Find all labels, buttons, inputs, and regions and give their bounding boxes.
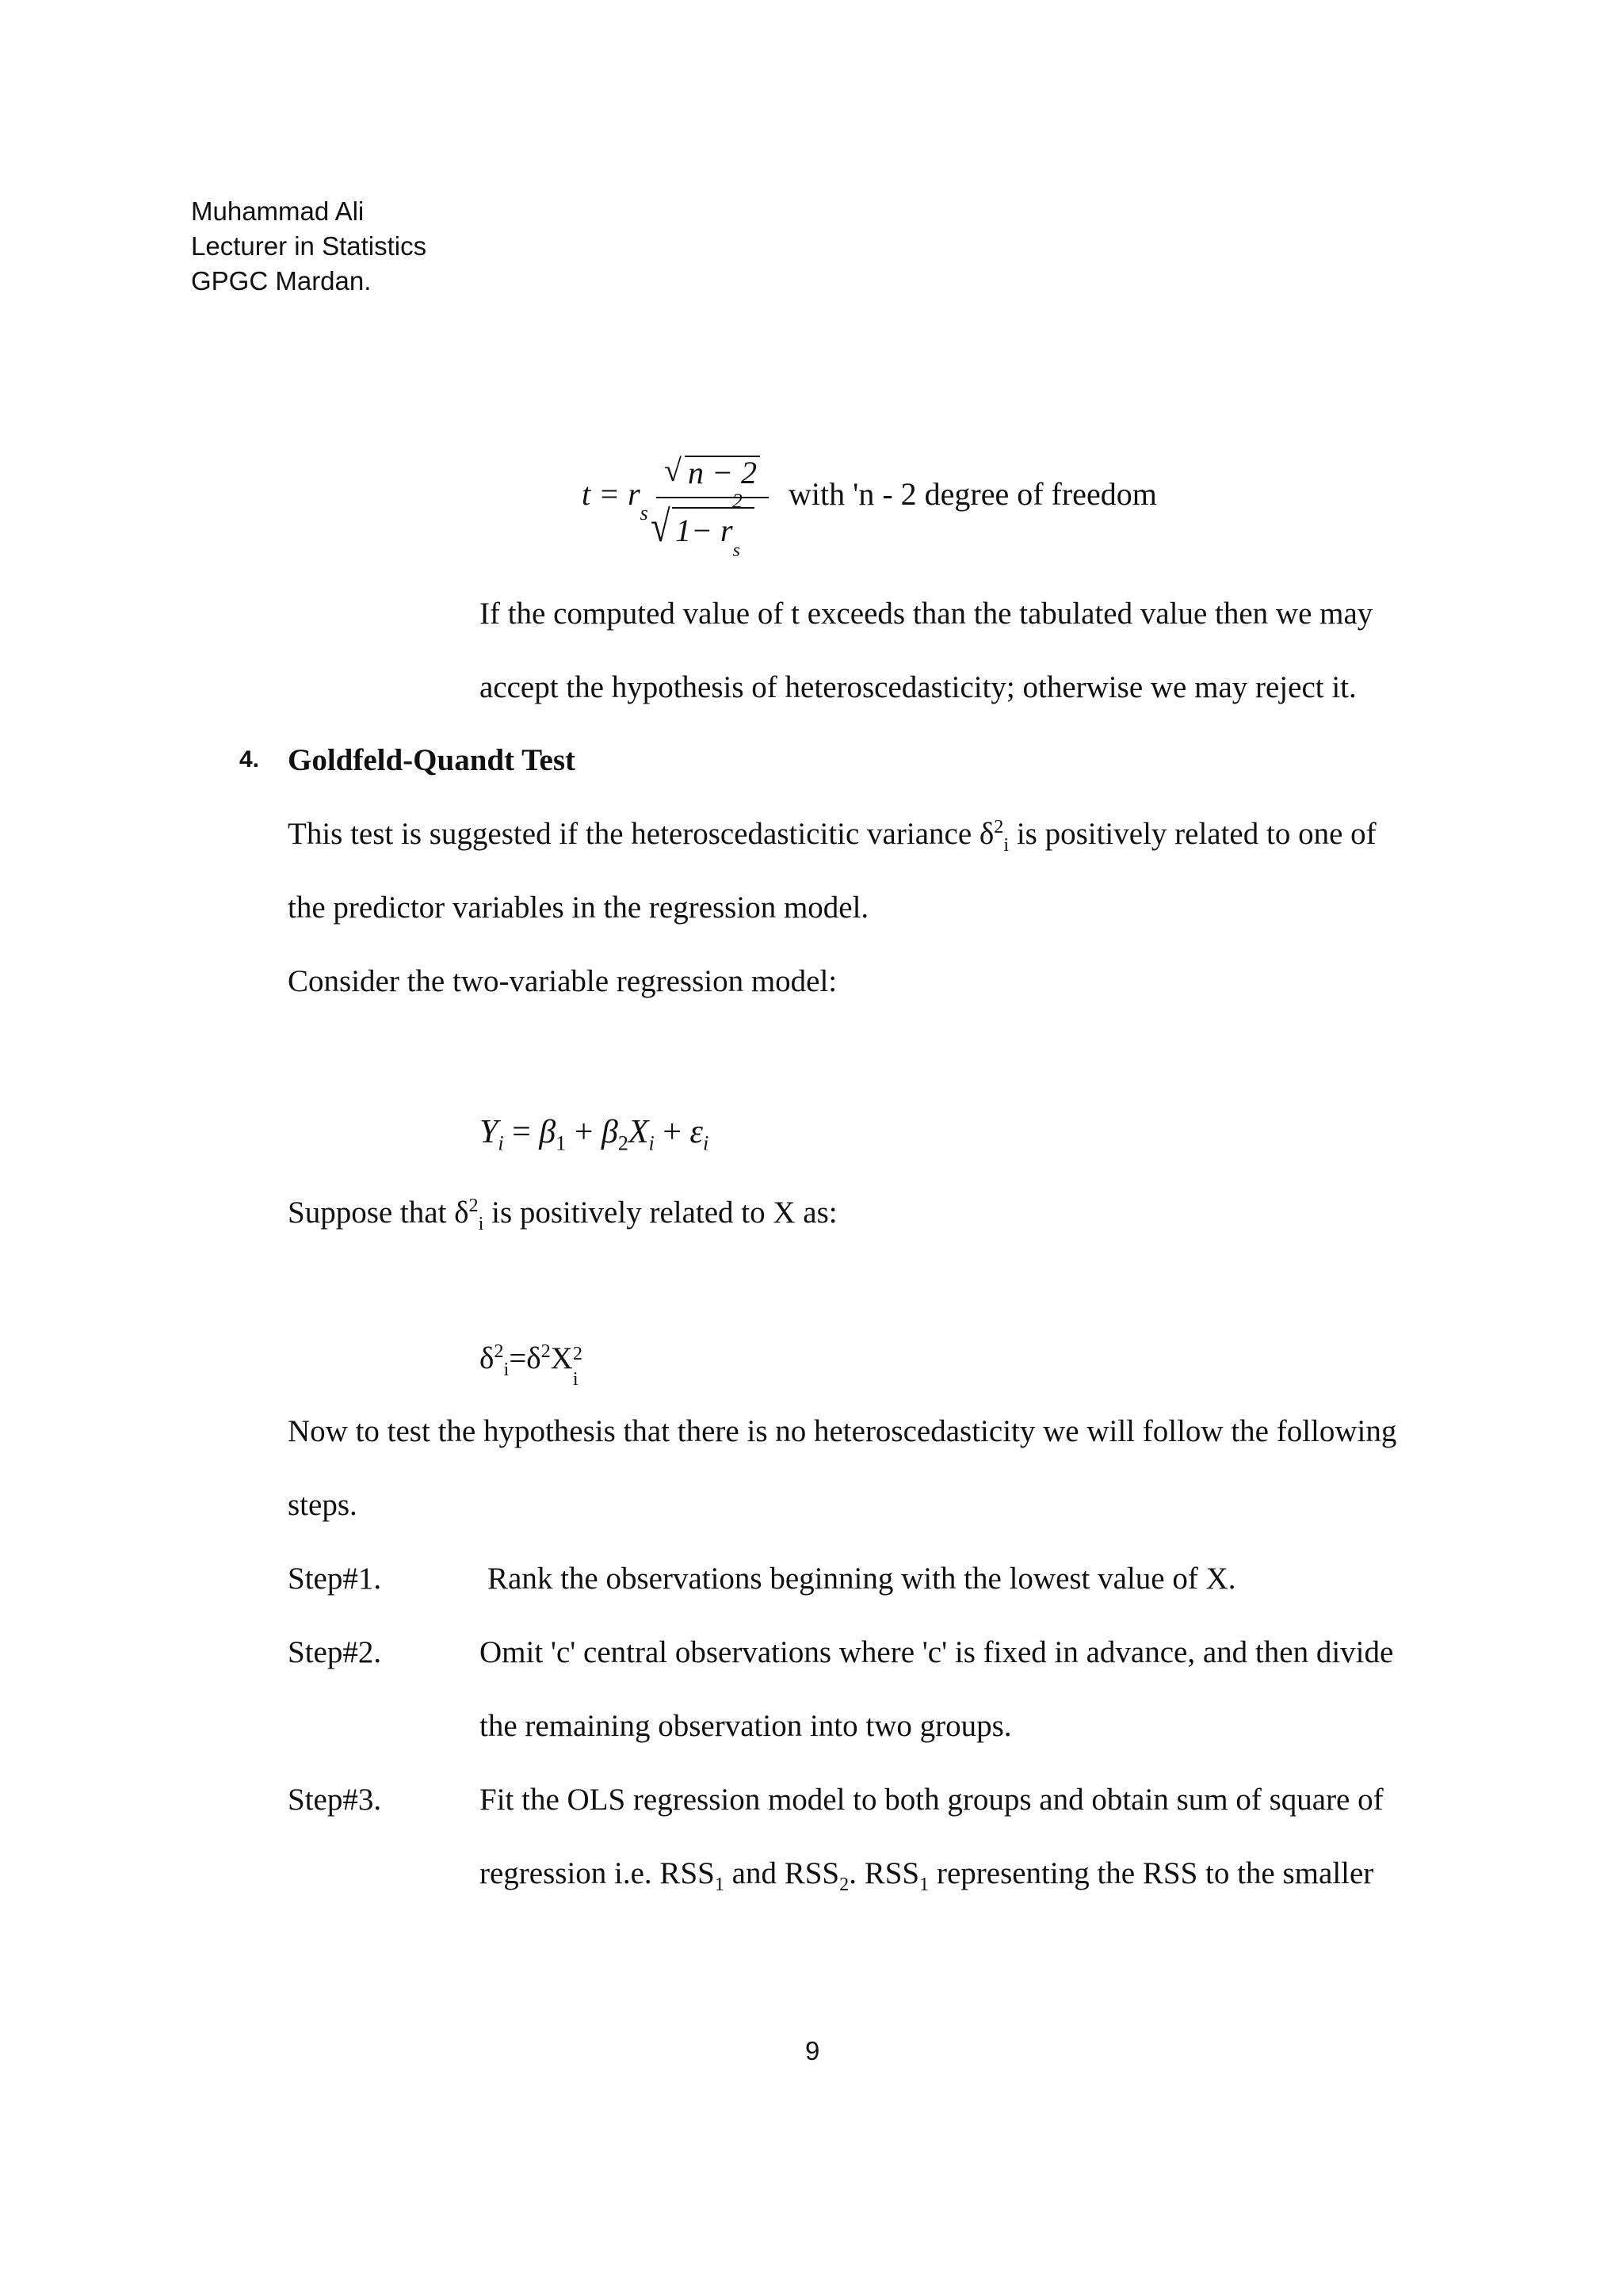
author-institution: GPGC Mardan. [191,266,372,296]
variance-equation: $\delta^2_i=\delta^2X$ 2 i [479,1341,582,1390]
step-label: Step#1. [288,1562,382,1596]
denominator-sub: s [732,540,740,561]
step-text: Rank the observations beginning with the lowest value of X. [487,1562,1236,1596]
section-number: 4. [239,746,260,772]
paragraph-line: Suppose that $\delta^2_i$ is positively related to X as: [288,1195,838,1234]
paragraph-line: This test is suggested if the heteroscedasticitic variance $\delta^2_i$ is positively related to one of [288,816,1377,856]
paragraph-line: If the computed value of t exceeds than the tabulated value then we may [479,597,1373,631]
numerator-radical: √ [664,452,682,488]
denominator-text: 1− r [675,513,733,548]
denominator-radical: √ [651,502,670,551]
step-text: the remaining observation into two groups. [479,1709,1012,1743]
step-text: regression i.e. $RSS_1$ and $RSS_2$. $RSS_1$ representing the RSS to the smaller [479,1856,1374,1895]
author-position: Lecturer in Statistics [191,231,427,261]
formula-lhs: t = r [582,476,640,512]
formula-sub-s: s [640,502,648,524]
degrees-of-freedom-note: with 'n - 2 degree of freedom [789,476,1157,512]
denominator-sup: 2 [731,489,743,513]
fraction-bar [656,497,769,498]
step-label: Step#3. [288,1783,382,1817]
paragraph-line: Consider the two-variable regression model: [288,964,838,998]
paragraph-line: Now to test the hypothesis that there is no heteroscedasticity we will follow the following [288,1414,1397,1448]
paragraph-line: steps. [288,1488,357,1522]
regression-model-equation: $Y_i = \beta_1 + \beta_2X_i + \varepsilon_i$ [479,1114,709,1155]
step-text: Omit 'c' central observations where 'c' is fixed in advance, and then divide [479,1635,1394,1669]
numerator-text: n − 2 [688,455,757,490]
step-text: Fit the OLS regression model to both groups and obtain sum of square of [479,1783,1384,1817]
author-name: Muhammad Ali [191,196,365,226]
section-title: Goldfeld-Quandt Test [288,743,576,777]
step-label: Step#2. [288,1635,382,1669]
page-number: 9 [805,2036,820,2065]
paragraph-line: the predictor variables in the regression model. [288,891,869,925]
paragraph-line: accept the hypothesis of heteroscedasticity; otherwise we may reject it. [479,670,1357,704]
